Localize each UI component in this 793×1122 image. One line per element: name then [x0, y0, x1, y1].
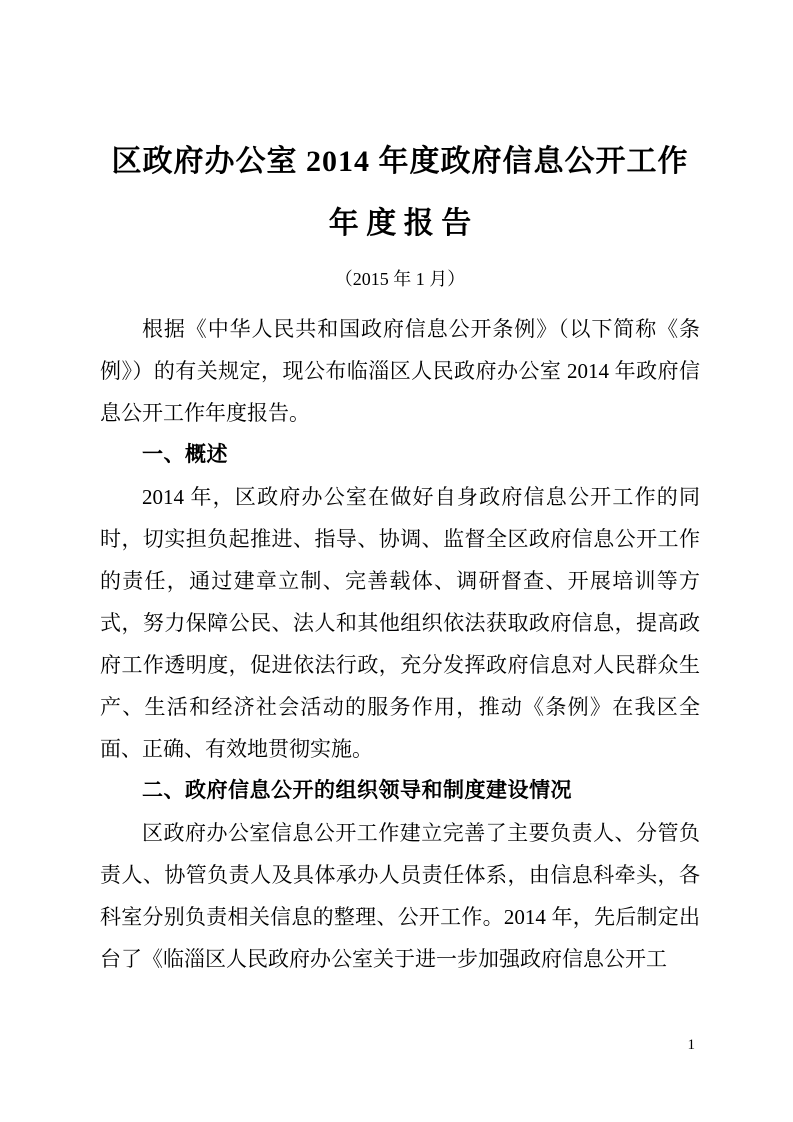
- body-paragraph: 根据《中华人民共和国政府信息公开条例》（以下简称《条例》）的有关规定，现公布临淄区人民政府办公室 2014 年政府信息公开工作年度报告。: [100, 317, 700, 425]
- body-paragraph: 2014 年，区政府办公室在做好自身政府信息公开工作的同时，切实担负起推进、指导、协调、监督全区政府信息公开工作的责任，通过建章立制、完善载体、调研督查、开展培训等方式，努力保障公民、法人和其他组织依法获取政府信息，提高政府工作透明度，促进依法行政，充分发挥政府信息对人民群众生产、生活和经济社会活动的服务作用，推动《条例》在我区全面、正确、有效地贯彻实施。: [100, 485, 700, 761]
- section-heading: 二、政府信息公开的组织领导和制度建设情况: [142, 779, 572, 802]
- page-number: 1: [687, 1037, 695, 1053]
- document-title-line1: 区政府办公室 2014 年度政府信息公开工作: [111, 145, 689, 178]
- section-heading: 一、概述: [142, 443, 228, 466]
- body-paragraph: 区政府办公室信息公开工作建立完善了主要负责人、分管负责人、协管负责人及具体承办人员责任体系，由信息科牵头，各科室分别负责相关信息的整理、公开工作。2014 年，先后制定出台了《临淄区人民政府办公室关于进一步加强政府信息公开工: [100, 821, 700, 971]
- document-date: （2015 年 1 月）: [334, 269, 466, 289]
- document-body: [100, 308, 700, 980]
- document-title-line2: 年 度 报 告: [328, 207, 472, 240]
